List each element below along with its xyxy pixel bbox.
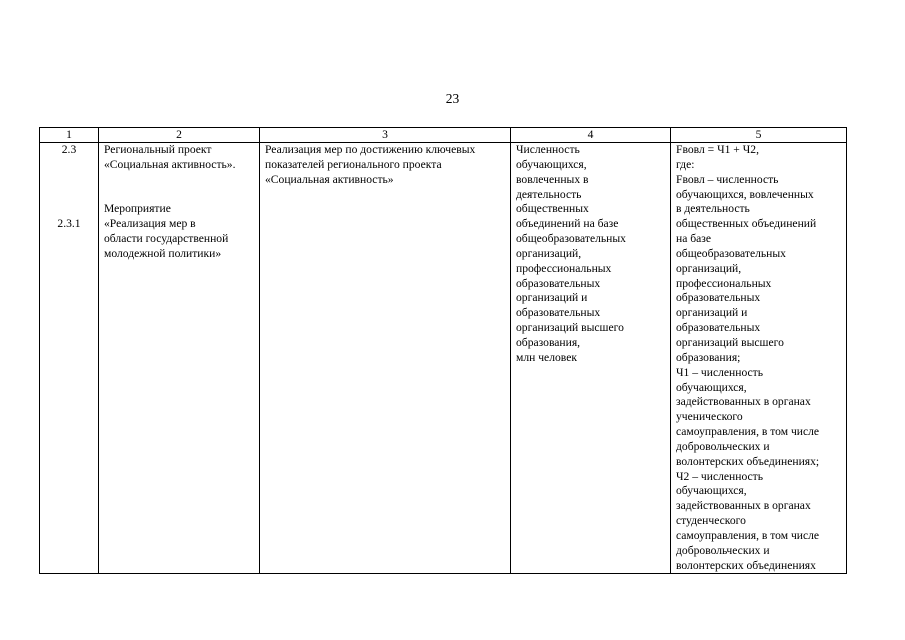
indicator-line: общественных	[516, 202, 589, 216]
formula-cell	[671, 143, 847, 574]
formula-line: волонтерских объединениях	[676, 558, 816, 572]
indicator-line: вовлеченных в	[516, 172, 589, 186]
formula-line: общественных объединений	[676, 217, 817, 231]
formula-line: организаций высшего	[676, 335, 784, 349]
project-name-line: Региональный проект	[104, 143, 212, 156]
indicator-line: образовательных	[516, 276, 601, 290]
page-number: 23	[445, 91, 460, 106]
header-col-1: 1	[40, 128, 99, 143]
indicator-line: деятельность	[516, 187, 582, 201]
formula-line: ученического	[676, 410, 743, 424]
header-col-4: 4	[511, 128, 671, 143]
formula-line: Ч1 – численность	[676, 365, 764, 379]
formula-line: образования;	[676, 350, 741, 364]
indicator-table	[39, 127, 847, 574]
goal-line: «Социальная активность»	[265, 172, 394, 186]
indicator-line: организаций высшего	[516, 321, 624, 335]
formula-line: Fвовл – численность	[676, 172, 779, 186]
formula-line: общеобразовательных	[676, 246, 786, 260]
indicator-line: организаций,	[516, 246, 582, 260]
formula-line: обучающихся,	[676, 380, 747, 394]
formula-line: задействованных в органах	[676, 395, 811, 409]
indicator-line: образовательных	[516, 306, 601, 320]
indicator-line: Численность	[516, 143, 580, 156]
header-col-5: 5	[671, 128, 847, 143]
formula-line: самоуправления, в том числе	[676, 528, 820, 542]
formula-line: самоуправления, в том числе	[676, 425, 820, 439]
formula-line: Fвовл = Ч1 + Ч2,	[676, 143, 759, 156]
formula-line: обучающихся, вовлеченных	[676, 187, 814, 201]
formula-line: организаций,	[676, 261, 742, 275]
indicator-line: объединений на базе	[516, 217, 619, 231]
table-row	[40, 143, 847, 574]
activity-name-line: «Реализация мер в	[104, 217, 196, 231]
formula-line: Ч2 – численность	[676, 469, 764, 483]
formula-line: добровольческих и	[676, 439, 770, 453]
formula-line: организаций и	[676, 306, 748, 320]
activity-name-line: области государственной	[104, 232, 229, 246]
row-number-activity: 2.3.1	[57, 217, 81, 231]
indicator-line: обучающихся,	[516, 157, 587, 171]
formula-line: в деятельность	[676, 202, 750, 216]
goal-line: показателей регионального проекта	[265, 157, 442, 171]
formula-line: где:	[676, 157, 695, 171]
goal-line: Реализация мер по достижению ключевых	[265, 143, 476, 156]
goal-cell	[260, 143, 511, 574]
formula-line: добровольческих и	[676, 543, 770, 557]
activity-name-line: молодежной политики»	[104, 246, 222, 260]
formula-line: задействованных в органах	[676, 499, 811, 513]
name-cell	[99, 143, 260, 574]
indicator-line: млн человек	[516, 350, 577, 364]
row-number-project: 2.3	[61, 143, 77, 156]
row-number-cell	[40, 143, 99, 574]
formula-line: образовательных	[676, 291, 761, 305]
table-header-row	[40, 128, 847, 143]
formula-line: обучающихся,	[676, 484, 747, 498]
activity-name-line: Мероприятие	[104, 202, 171, 216]
formula-line: на базе	[676, 232, 712, 246]
indicator-line: общеобразовательных	[516, 232, 626, 246]
header-col-2: 2	[99, 128, 260, 143]
indicator-cell	[511, 143, 671, 574]
formula-line: студенческого	[676, 514, 746, 528]
indicator-line: профессиональных	[516, 261, 612, 275]
indicator-line: организаций и	[516, 291, 588, 305]
project-name-line: «Социальная активность».	[104, 157, 236, 171]
header-col-3: 3	[260, 128, 511, 143]
formula-line: волонтерских объединениях;	[676, 454, 820, 468]
formula-line: профессиональных	[676, 276, 772, 290]
formula-line: образовательных	[676, 321, 761, 335]
indicator-line: образования,	[516, 335, 581, 349]
